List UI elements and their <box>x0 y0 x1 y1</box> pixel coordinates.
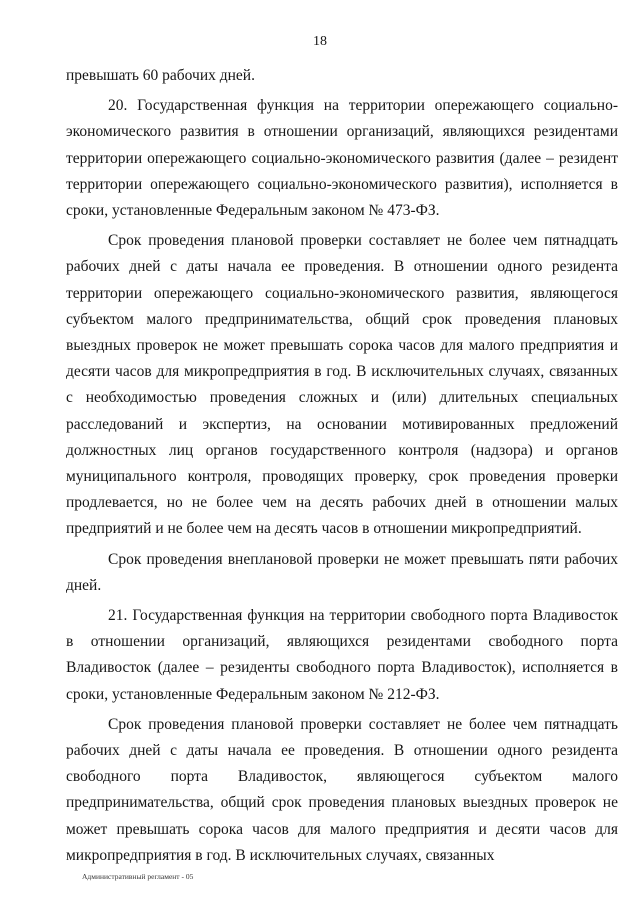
body-text <box>66 63 618 869</box>
paragraph-item-20: 20. Государственная функция на территории опережающего социально-экономического развития в отношении организаций, являющихся резидентами территории опережающего социально-экономического развития (далее – резидент территории опережающего социально-экономического развития), исполняется в сроки, установленные Федеральным законом № 473-ФЗ. <box>66 97 618 220</box>
paragraph-continuation: превышать 60 рабочих дней. <box>66 67 255 84</box>
paragraph-free-port-inspection-term: Срок проведения плановой проверки составляет не более чем пятнадцать рабочих дней с даты начала ее проведения. В отношении одного резидента свободного порта Владивосток, являющегося субъектом малого предпринимательства, общий срок проведения плановых выездных проверок не может превышать сорока часов для малого предприятия и десяти часов для микропредприятия в год. В исключительных случаях, связанных <box>66 715 618 864</box>
paragraph-unscheduled-inspection-term: Срок проведения внеплановой проверки не может превышать пяти рабочих дней. <box>66 550 618 594</box>
page-number: 18 <box>313 34 327 49</box>
paragraph-scheduled-inspection-term: Срок проведения плановой проверки составляет не более чем пятнадцать рабочих дней с даты начала ее проведения. В отношении одного резидента территории опережающего социально-экономического развития, являющегося субъектом малого предпринимательства, общий срок проведения плановых выездных проверок не может превышать сорока часов для малого предприятия и десяти часов для микропредприятия в год. В исключительных случаях, связанных с необходимостью проведения сложных и (или) длительных специальных расследований и экспертиз, на основании мотивированных предложений должностных лиц органов государственного контроля (надзора) и органов муниципального контроля, проводящих проверку, срок проведения проверки продлевается, но не более чем на десять рабочих дней в отношении малых предприятий и не более чем на десять часов в отношении микропредприятий. <box>66 232 618 538</box>
footer-document-label: Административный регламент - 05 <box>82 872 194 881</box>
paragraph-item-21: 21. Государственная функция на территории свободного порта Владивосток в отношении организаций, являющихся резидентами свободного порта Владивосток (далее – резиденты свободного порта Владивосток), исполняется в сроки, установленные Федеральным законом № 212-ФЗ. <box>66 607 618 703</box>
